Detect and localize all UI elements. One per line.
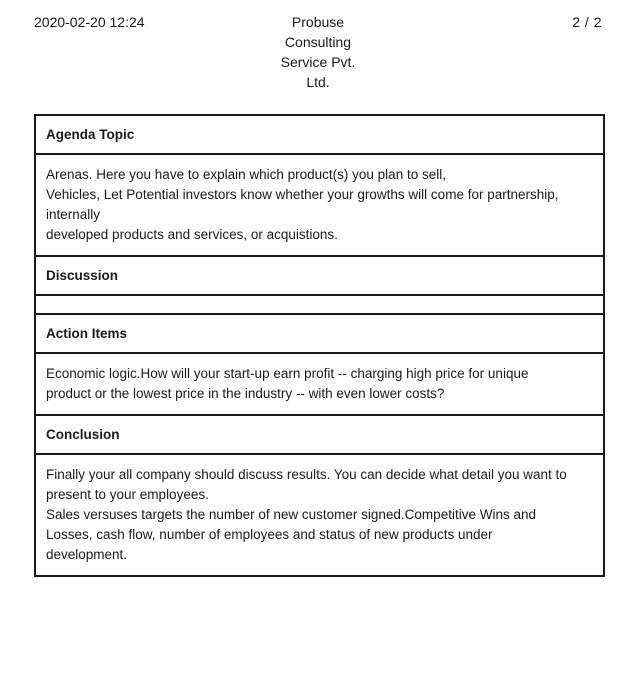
table-row [35, 353, 604, 415]
table-row [35, 154, 604, 256]
company-name-line: Probuse [291, 14, 345, 30]
table-row [35, 256, 604, 295]
table-row [35, 115, 604, 154]
discussion-heading: Discussion [35, 256, 604, 295]
text-line: present to your employees. [46, 487, 209, 502]
text-line: internally [46, 207, 101, 222]
page-indicator: 2 / 2 [572, 14, 602, 30]
text-line: Sales versuses targets the number of new customer signed.Competitive Wins and [46, 507, 536, 522]
agenda-topic-content [35, 154, 604, 256]
table-row [35, 314, 604, 353]
text-line: development. [46, 547, 128, 562]
action-items-heading: Action Items [35, 314, 604, 353]
text-line: Economic logic.How will your start-up earn profit -- charging high price for unique [46, 366, 529, 381]
action-items-content [35, 353, 604, 415]
text-line: Finally your all company should discuss results. You can decide what detail you want to [46, 467, 567, 482]
print-timestamp: 2020-02-20 12:24 [34, 14, 145, 30]
conclusion-heading: Conclusion [35, 415, 604, 454]
agenda-topic-heading: Agenda Topic [35, 115, 604, 154]
agenda-table [34, 114, 605, 577]
company-name-line: Service Pvt. [280, 54, 356, 70]
discussion-content [35, 295, 604, 314]
text-line: product or the lowest price in the industry -- with even lower costs? [46, 386, 445, 401]
text-line: Arenas. Here you have to explain which product(s) you plan to sell, [46, 167, 446, 182]
company-name-line: Consulting [284, 34, 352, 50]
conclusion-content [35, 454, 604, 576]
company-name-line: Ltd. [306, 74, 330, 90]
text-line: Losses, cash flow, number of employees and status of new products under [46, 527, 493, 542]
page-header [0, 12, 636, 92]
table-row [35, 454, 604, 576]
text-line: developed products and services, or acquistions. [46, 227, 338, 242]
company-name [268, 12, 368, 92]
table-row [35, 415, 604, 454]
table-row [35, 295, 604, 314]
text-line: Vehicles, Let Potential investors know whether your growths will come for partnership, [46, 187, 559, 202]
